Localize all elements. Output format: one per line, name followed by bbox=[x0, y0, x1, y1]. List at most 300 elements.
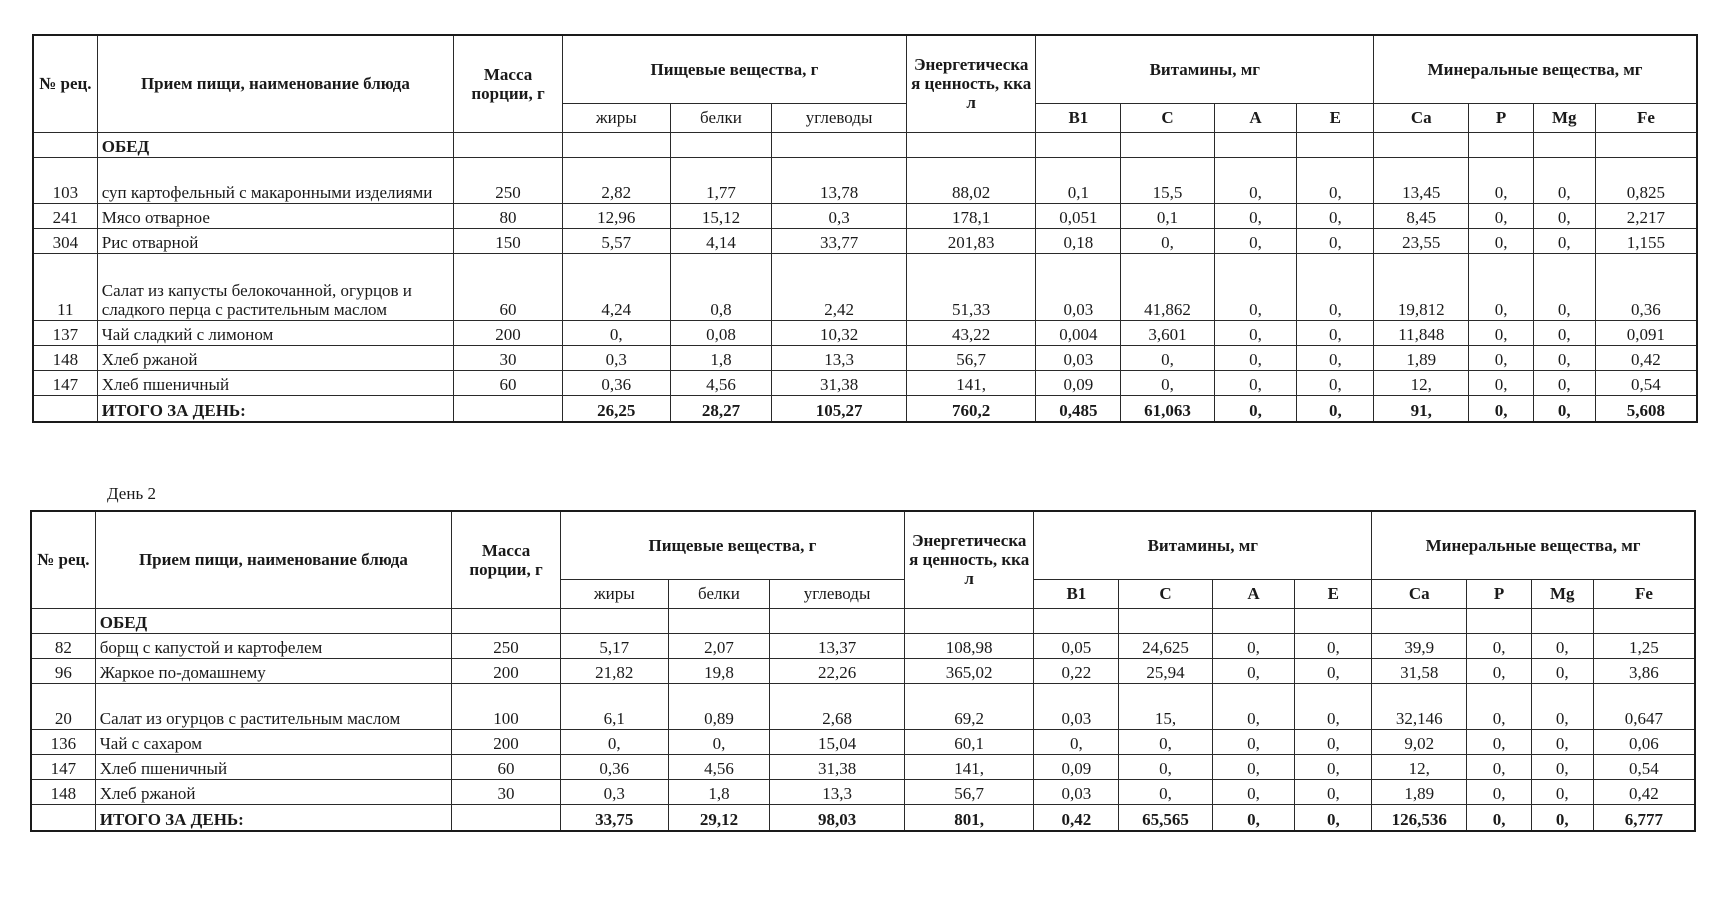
cell-e: 0, bbox=[1295, 683, 1372, 729]
cell-mg: 0, bbox=[1533, 157, 1595, 203]
cell-ca: 39,9 bbox=[1372, 633, 1467, 658]
cell-energy: 108,98 bbox=[904, 633, 1034, 658]
cell-energy: 88,02 bbox=[906, 157, 1036, 203]
section-row bbox=[31, 608, 1695, 633]
table-body bbox=[33, 132, 1697, 422]
cell-c: 0,1 bbox=[1121, 203, 1214, 228]
cell-protein: 4,14 bbox=[670, 228, 772, 253]
total-fe: 6,777 bbox=[1593, 804, 1695, 831]
cell-fat: 6,1 bbox=[560, 683, 668, 729]
cell-e: 0, bbox=[1297, 320, 1374, 345]
cell-name: Чай сладкий с лимоном bbox=[97, 320, 453, 345]
cell-p: 0, bbox=[1469, 203, 1533, 228]
header-fat: жиры bbox=[562, 103, 670, 132]
empty-cell bbox=[33, 395, 97, 422]
cell-mass: 200 bbox=[452, 658, 561, 683]
cell-fe: 0,36 bbox=[1595, 253, 1697, 320]
cell-a: 0, bbox=[1212, 683, 1295, 729]
cell-name: Салат из капусты белокочанной, огурцов и сладкого перца с растительным маслом bbox=[97, 253, 453, 320]
cell-name: Хлеб ржаной bbox=[97, 345, 453, 370]
total-protein: 29,12 bbox=[668, 804, 770, 831]
cell-c: 0, bbox=[1119, 779, 1212, 804]
cell-carbs: 22,26 bbox=[770, 658, 905, 683]
cell-name: Мясо отварное bbox=[97, 203, 453, 228]
empty-cell bbox=[562, 132, 670, 157]
cell-mass: 200 bbox=[454, 320, 563, 345]
header-b1: B1 bbox=[1034, 579, 1119, 608]
cell-b1: 0,09 bbox=[1036, 370, 1121, 395]
table-row bbox=[31, 779, 1695, 804]
cell-a: 0, bbox=[1214, 345, 1297, 370]
empty-cell bbox=[1372, 608, 1467, 633]
cell-mg: 0, bbox=[1533, 370, 1595, 395]
cell-fe: 0,825 bbox=[1595, 157, 1697, 203]
cell-carbs: 13,3 bbox=[770, 779, 905, 804]
empty-cell bbox=[1595, 132, 1697, 157]
cell-protein: 0,89 bbox=[668, 683, 770, 729]
cell-num: 137 bbox=[33, 320, 97, 345]
header-c: C bbox=[1121, 103, 1214, 132]
total-protein: 28,27 bbox=[670, 395, 772, 422]
cell-p: 0, bbox=[1467, 683, 1531, 729]
cell-fat: 4,24 bbox=[562, 253, 670, 320]
header-num: № рец. bbox=[33, 35, 97, 132]
cell-mass: 80 bbox=[454, 203, 563, 228]
table-row bbox=[33, 253, 1697, 320]
cell-c: 0, bbox=[1119, 729, 1212, 754]
header-energy: Энергетическая ценность, ккал bbox=[906, 35, 1036, 132]
cell-mass: 250 bbox=[452, 633, 561, 658]
header-protein: белки bbox=[668, 579, 770, 608]
header-mass: Масса порции, г bbox=[452, 511, 561, 608]
header-vitamins: Витамины, мг bbox=[1034, 511, 1372, 579]
cell-ca: 12, bbox=[1374, 370, 1469, 395]
cell-fe: 0,42 bbox=[1595, 345, 1697, 370]
cell-fe: 0,54 bbox=[1593, 754, 1695, 779]
cell-c: 0, bbox=[1121, 370, 1214, 395]
cell-b1: 0,03 bbox=[1034, 683, 1119, 729]
total-carbs: 98,03 bbox=[770, 804, 905, 831]
table-row bbox=[31, 633, 1695, 658]
total-p: 0, bbox=[1469, 395, 1533, 422]
cell-a: 0, bbox=[1212, 779, 1295, 804]
day-2-label: День 2 bbox=[107, 484, 156, 503]
cell-e: 0, bbox=[1295, 658, 1372, 683]
cell-mg: 0, bbox=[1531, 754, 1593, 779]
cell-name: Хлеб пшеничный bbox=[95, 754, 451, 779]
cell-mg: 0, bbox=[1533, 203, 1595, 228]
cell-e: 0, bbox=[1297, 157, 1374, 203]
total-energy: 760,2 bbox=[906, 395, 1036, 422]
empty-cell bbox=[1531, 608, 1593, 633]
empty-cell bbox=[770, 608, 905, 633]
cell-carbs: 33,77 bbox=[772, 228, 907, 253]
header-num: № рец. bbox=[31, 511, 95, 608]
cell-a: 0, bbox=[1214, 370, 1297, 395]
empty-cell bbox=[1374, 132, 1469, 157]
cell-name: суп картофельный с макаронными изделиями bbox=[97, 157, 453, 203]
cell-protein: 2,07 bbox=[668, 633, 770, 658]
header-p: P bbox=[1467, 579, 1531, 608]
cell-energy: 141, bbox=[904, 754, 1034, 779]
total-mg: 0, bbox=[1533, 395, 1595, 422]
cell-energy: 69,2 bbox=[904, 683, 1034, 729]
header-e: E bbox=[1295, 579, 1372, 608]
cell-energy: 201,83 bbox=[906, 228, 1036, 253]
table-body bbox=[31, 608, 1695, 831]
cell-carbs: 13,37 bbox=[770, 633, 905, 658]
cell-c: 15,5 bbox=[1121, 157, 1214, 203]
empty-cell bbox=[906, 132, 1036, 157]
menu-table-day-2 bbox=[30, 510, 1696, 832]
cell-num: 241 bbox=[33, 203, 97, 228]
total-b1: 0,42 bbox=[1034, 804, 1119, 831]
cell-num: 148 bbox=[33, 345, 97, 370]
cell-carbs: 13,3 bbox=[772, 345, 907, 370]
cell-protein: 0, bbox=[668, 729, 770, 754]
cell-energy: 43,22 bbox=[906, 320, 1036, 345]
table-row bbox=[31, 754, 1695, 779]
empty-cell bbox=[1119, 608, 1212, 633]
header-nutrients: Пищевые вещества, г bbox=[560, 511, 904, 579]
total-p: 0, bbox=[1467, 804, 1531, 831]
cell-a: 0, bbox=[1214, 228, 1297, 253]
cell-mg: 0, bbox=[1533, 320, 1595, 345]
table-row bbox=[33, 157, 1697, 203]
cell-mg: 0, bbox=[1531, 683, 1593, 729]
cell-mass: 250 bbox=[454, 157, 563, 203]
total-ca: 126,536 bbox=[1372, 804, 1467, 831]
cell-b1: 0,03 bbox=[1036, 253, 1121, 320]
header-mg: Mg bbox=[1533, 103, 1595, 132]
cell-carbs: 10,32 bbox=[772, 320, 907, 345]
cell-fat: 21,82 bbox=[560, 658, 668, 683]
empty-cell bbox=[1121, 132, 1214, 157]
cell-protein: 15,12 bbox=[670, 203, 772, 228]
cell-p: 0, bbox=[1467, 658, 1531, 683]
cell-b1: 0,1 bbox=[1036, 157, 1121, 203]
cell-protein: 1,8 bbox=[670, 345, 772, 370]
header-vitamins: Витамины, мг bbox=[1036, 35, 1374, 103]
cell-mg: 0, bbox=[1533, 228, 1595, 253]
header-mass: Масса порции, г bbox=[454, 35, 563, 132]
empty-cell bbox=[31, 608, 95, 633]
header-energy: Энергетическая ценность, ккал bbox=[904, 511, 1034, 608]
table-row bbox=[33, 370, 1697, 395]
cell-fat: 0, bbox=[562, 320, 670, 345]
total-c: 61,063 bbox=[1121, 395, 1214, 422]
cell-num: 20 bbox=[31, 683, 95, 729]
header-fe: Fe bbox=[1593, 579, 1695, 608]
cell-c: 24,625 bbox=[1119, 633, 1212, 658]
header-carbs: углеводы bbox=[770, 579, 905, 608]
cell-energy: 60,1 bbox=[904, 729, 1034, 754]
cell-protein: 0,08 bbox=[670, 320, 772, 345]
total-ca: 91, bbox=[1374, 395, 1469, 422]
total-row bbox=[31, 804, 1695, 831]
cell-ca: 19,812 bbox=[1374, 253, 1469, 320]
cell-p: 0, bbox=[1467, 633, 1531, 658]
cell-name: Жаркое по-домашнему bbox=[95, 658, 451, 683]
cell-energy: 178,1 bbox=[906, 203, 1036, 228]
cell-e: 0, bbox=[1297, 253, 1374, 320]
cell-c: 0, bbox=[1119, 754, 1212, 779]
cell-a: 0, bbox=[1214, 157, 1297, 203]
total-label: ИТОГО ЗА ДЕНЬ: bbox=[95, 804, 451, 831]
cell-e: 0, bbox=[1295, 729, 1372, 754]
table-header bbox=[33, 35, 1697, 132]
section-label: ОБЕД bbox=[95, 608, 451, 633]
cell-e: 0, bbox=[1295, 633, 1372, 658]
cell-energy: 51,33 bbox=[906, 253, 1036, 320]
cell-protein: 0,8 bbox=[670, 253, 772, 320]
header-minerals: Минеральные вещества, мг bbox=[1372, 511, 1695, 579]
header-fe: Fe bbox=[1595, 103, 1697, 132]
cell-fe: 3,86 bbox=[1593, 658, 1695, 683]
cell-a: 0, bbox=[1212, 729, 1295, 754]
cell-name: Салат из огурцов с растительным маслом bbox=[95, 683, 451, 729]
cell-e: 0, bbox=[1295, 754, 1372, 779]
total-b1: 0,485 bbox=[1036, 395, 1121, 422]
table-header bbox=[31, 511, 1695, 608]
cell-a: 0, bbox=[1214, 253, 1297, 320]
cell-mass: 30 bbox=[452, 779, 561, 804]
cell-fat: 2,82 bbox=[562, 157, 670, 203]
cell-num: 136 bbox=[31, 729, 95, 754]
table-row bbox=[31, 658, 1695, 683]
cell-ca: 11,848 bbox=[1374, 320, 1469, 345]
total-e: 0, bbox=[1297, 395, 1374, 422]
cell-name: Хлеб ржаной bbox=[95, 779, 451, 804]
cell-ca: 8,45 bbox=[1374, 203, 1469, 228]
cell-fat: 0,3 bbox=[560, 779, 668, 804]
cell-e: 0, bbox=[1297, 228, 1374, 253]
empty-cell bbox=[1034, 608, 1119, 633]
empty-cell bbox=[1533, 132, 1595, 157]
header-ca: Ca bbox=[1372, 579, 1467, 608]
empty-cell bbox=[1297, 132, 1374, 157]
cell-energy: 56,7 bbox=[906, 345, 1036, 370]
cell-c: 0, bbox=[1121, 345, 1214, 370]
header-p: P bbox=[1469, 103, 1533, 132]
cell-ca: 31,58 bbox=[1372, 658, 1467, 683]
cell-e: 0, bbox=[1297, 203, 1374, 228]
cell-protein: 19,8 bbox=[668, 658, 770, 683]
cell-carbs: 31,38 bbox=[772, 370, 907, 395]
cell-mass: 60 bbox=[454, 370, 563, 395]
cell-p: 0, bbox=[1467, 754, 1531, 779]
cell-c: 41,862 bbox=[1121, 253, 1214, 320]
cell-num: 148 bbox=[31, 779, 95, 804]
cell-protein: 4,56 bbox=[670, 370, 772, 395]
cell-c: 15, bbox=[1119, 683, 1212, 729]
total-energy: 801, bbox=[904, 804, 1034, 831]
empty-cell bbox=[1593, 608, 1695, 633]
total-carbs: 105,27 bbox=[772, 395, 907, 422]
cell-protein: 4,56 bbox=[668, 754, 770, 779]
cell-mg: 0, bbox=[1533, 345, 1595, 370]
section-row bbox=[33, 132, 1697, 157]
empty-cell bbox=[560, 608, 668, 633]
header-a: A bbox=[1212, 579, 1295, 608]
total-mg: 0, bbox=[1531, 804, 1593, 831]
cell-name: Хлеб пшеничный bbox=[97, 370, 453, 395]
cell-fat: 5,57 bbox=[562, 228, 670, 253]
cell-b1: 0, bbox=[1034, 729, 1119, 754]
empty-cell bbox=[454, 132, 563, 157]
header-a: A bbox=[1214, 103, 1297, 132]
cell-e: 0, bbox=[1297, 345, 1374, 370]
cell-c: 25,94 bbox=[1119, 658, 1212, 683]
cell-b1: 0,05 bbox=[1034, 633, 1119, 658]
cell-p: 0, bbox=[1469, 320, 1533, 345]
cell-carbs: 31,38 bbox=[770, 754, 905, 779]
table-row bbox=[33, 203, 1697, 228]
empty-cell bbox=[904, 608, 1034, 633]
cell-num: 147 bbox=[31, 754, 95, 779]
section-label: ОБЕД bbox=[97, 132, 453, 157]
cell-a: 0, bbox=[1212, 658, 1295, 683]
total-fat: 33,75 bbox=[560, 804, 668, 831]
cell-fe: 0,06 bbox=[1593, 729, 1695, 754]
total-a: 0, bbox=[1212, 804, 1295, 831]
cell-b1: 0,051 bbox=[1036, 203, 1121, 228]
empty-cell bbox=[1036, 132, 1121, 157]
empty-cell bbox=[668, 608, 770, 633]
total-label: ИТОГО ЗА ДЕНЬ: bbox=[97, 395, 453, 422]
empty-cell bbox=[1295, 608, 1372, 633]
cell-fat: 5,17 bbox=[560, 633, 668, 658]
total-fe: 5,608 bbox=[1595, 395, 1697, 422]
cell-e: 0, bbox=[1297, 370, 1374, 395]
cell-fe: 0,647 bbox=[1593, 683, 1695, 729]
cell-num: 103 bbox=[33, 157, 97, 203]
empty-cell bbox=[31, 804, 95, 831]
cell-carbs: 13,78 bbox=[772, 157, 907, 203]
cell-energy: 56,7 bbox=[904, 779, 1034, 804]
empty-cell bbox=[452, 804, 561, 831]
header-carbs: углеводы bbox=[772, 103, 907, 132]
cell-ca: 1,89 bbox=[1372, 779, 1467, 804]
empty-cell bbox=[772, 132, 907, 157]
cell-a: 0, bbox=[1214, 203, 1297, 228]
cell-b1: 0,22 bbox=[1034, 658, 1119, 683]
table-row bbox=[31, 729, 1695, 754]
cell-p: 0, bbox=[1467, 729, 1531, 754]
header-nutrients: Пищевые вещества, г bbox=[562, 35, 906, 103]
header-c: C bbox=[1119, 579, 1212, 608]
empty-cell bbox=[1214, 132, 1297, 157]
cell-carbs: 15,04 bbox=[770, 729, 905, 754]
cell-fe: 0,091 bbox=[1595, 320, 1697, 345]
total-e: 0, bbox=[1295, 804, 1372, 831]
header-ca: Ca bbox=[1374, 103, 1469, 132]
cell-fe: 1,155 bbox=[1595, 228, 1697, 253]
cell-ca: 23,55 bbox=[1374, 228, 1469, 253]
cell-energy: 141, bbox=[906, 370, 1036, 395]
table-row bbox=[33, 320, 1697, 345]
cell-name: Чай с сахаром bbox=[95, 729, 451, 754]
header-mg: Mg bbox=[1531, 579, 1593, 608]
cell-ca: 13,45 bbox=[1374, 157, 1469, 203]
cell-mass: 100 bbox=[452, 683, 561, 729]
header-e: E bbox=[1297, 103, 1374, 132]
cell-c: 0, bbox=[1121, 228, 1214, 253]
cell-mg: 0, bbox=[1531, 658, 1593, 683]
total-fat: 26,25 bbox=[562, 395, 670, 422]
empty-cell bbox=[1467, 608, 1531, 633]
cell-energy: 365,02 bbox=[904, 658, 1034, 683]
cell-b1: 0,09 bbox=[1034, 754, 1119, 779]
cell-fat: 0,3 bbox=[562, 345, 670, 370]
empty-cell bbox=[1469, 132, 1533, 157]
cell-fe: 0,54 bbox=[1595, 370, 1697, 395]
cell-mass: 30 bbox=[454, 345, 563, 370]
cell-mass: 200 bbox=[452, 729, 561, 754]
cell-ca: 1,89 bbox=[1374, 345, 1469, 370]
cell-fat: 12,96 bbox=[562, 203, 670, 228]
cell-carbs: 0,3 bbox=[772, 203, 907, 228]
cell-p: 0, bbox=[1467, 779, 1531, 804]
cell-fat: 0,36 bbox=[560, 754, 668, 779]
header-b1: B1 bbox=[1036, 103, 1121, 132]
cell-num: 82 bbox=[31, 633, 95, 658]
cell-fe: 2,217 bbox=[1595, 203, 1697, 228]
total-row bbox=[33, 395, 1697, 422]
cell-mg: 0, bbox=[1531, 633, 1593, 658]
header-meal: Прием пищи, наименование блюда bbox=[97, 35, 453, 132]
cell-fat: 0, bbox=[560, 729, 668, 754]
cell-carbs: 2,42 bbox=[772, 253, 907, 320]
cell-fe: 1,25 bbox=[1593, 633, 1695, 658]
cell-p: 0, bbox=[1469, 228, 1533, 253]
total-c: 65,565 bbox=[1119, 804, 1212, 831]
cell-num: 147 bbox=[33, 370, 97, 395]
cell-carbs: 2,68 bbox=[770, 683, 905, 729]
cell-ca: 32,146 bbox=[1372, 683, 1467, 729]
cell-protein: 1,8 bbox=[668, 779, 770, 804]
cell-p: 0, bbox=[1469, 345, 1533, 370]
empty-cell bbox=[1212, 608, 1295, 633]
cell-b1: 0,18 bbox=[1036, 228, 1121, 253]
table-row bbox=[31, 683, 1695, 729]
table-row bbox=[33, 228, 1697, 253]
cell-ca: 9,02 bbox=[1372, 729, 1467, 754]
cell-e: 0, bbox=[1295, 779, 1372, 804]
cell-num: 96 bbox=[31, 658, 95, 683]
empty-cell bbox=[454, 395, 563, 422]
cell-p: 0, bbox=[1469, 253, 1533, 320]
cell-a: 0, bbox=[1212, 633, 1295, 658]
cell-mass: 150 bbox=[454, 228, 563, 253]
cell-mg: 0, bbox=[1533, 253, 1595, 320]
cell-fat: 0,36 bbox=[562, 370, 670, 395]
cell-mass: 60 bbox=[452, 754, 561, 779]
cell-a: 0, bbox=[1214, 320, 1297, 345]
cell-a: 0, bbox=[1212, 754, 1295, 779]
cell-protein: 1,77 bbox=[670, 157, 772, 203]
cell-fe: 0,42 bbox=[1593, 779, 1695, 804]
empty-cell bbox=[33, 132, 97, 157]
cell-mg: 0, bbox=[1531, 729, 1593, 754]
cell-name: Рис отварной bbox=[97, 228, 453, 253]
cell-p: 0, bbox=[1469, 370, 1533, 395]
header-fat: жиры bbox=[560, 579, 668, 608]
header-meal: Прием пищи, наименование блюда bbox=[95, 511, 451, 608]
cell-mg: 0, bbox=[1531, 779, 1593, 804]
cell-b1: 0,03 bbox=[1034, 779, 1119, 804]
cell-mass: 60 bbox=[454, 253, 563, 320]
